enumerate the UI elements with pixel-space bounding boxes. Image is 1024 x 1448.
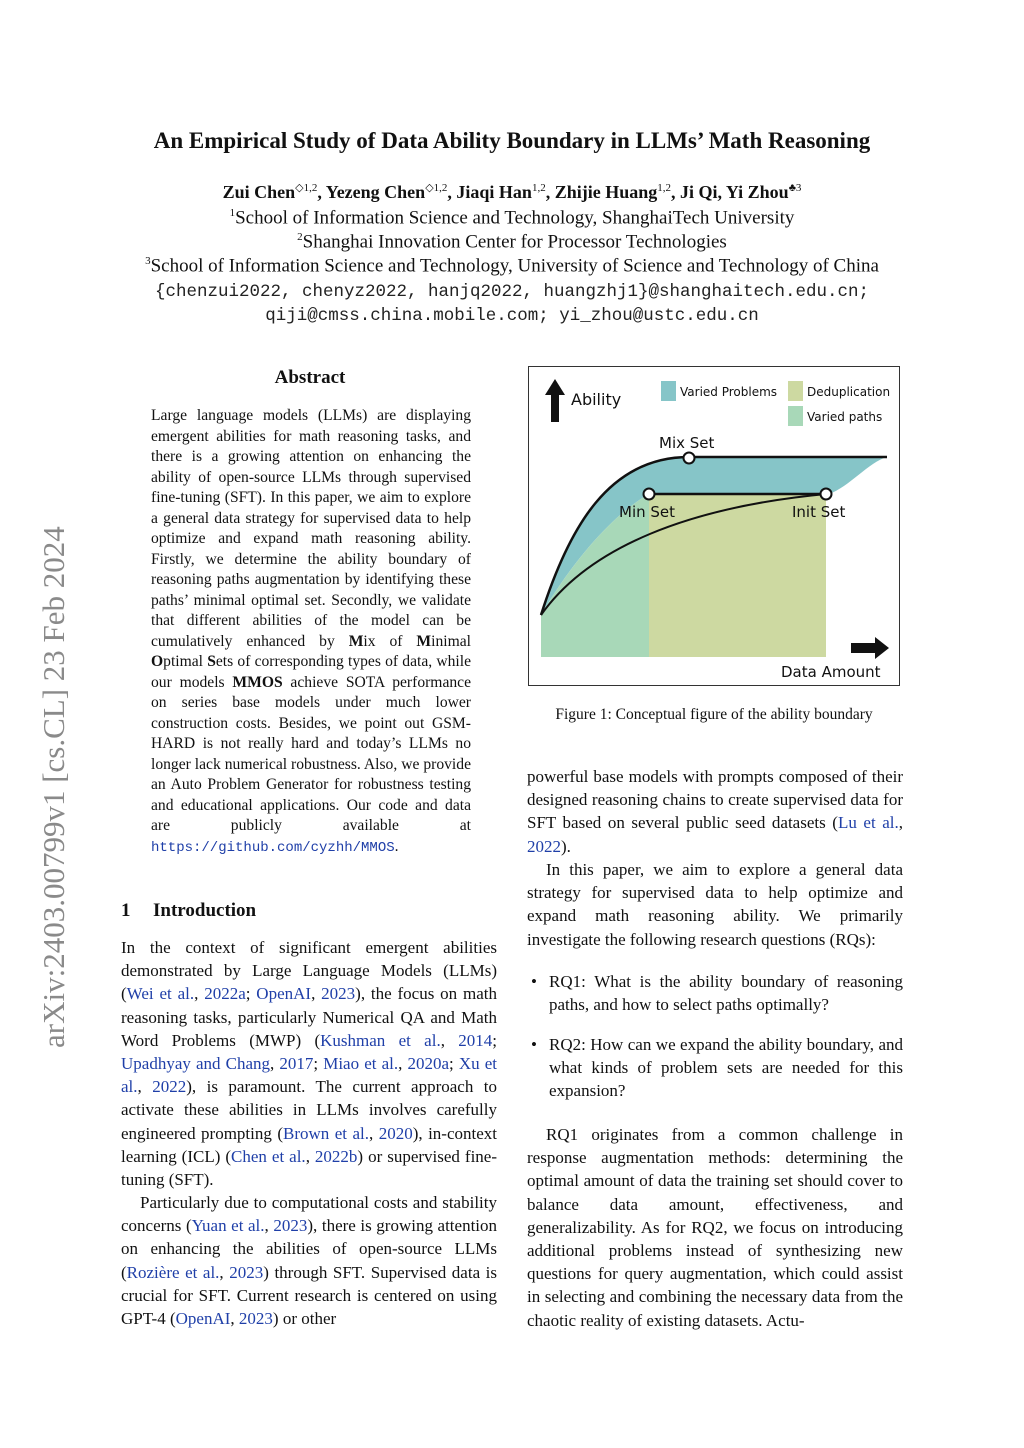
intro-paragraph-1: In the context of significant emergent abilities demonstrated by Large Language Models (LLMs) (Wei et al., 2022a; OpenAI, 2023), the focus on math reasoning tasks, particularly Numerical QA and Math Word Problems (MWP) (Kushman et al., 2014; Upadhyay and Chang, 2017; Miao et al., 2020a; Xu et al., 2022), is paramount. The current approach to activate these abilities in LLMs involves carefully engineered prompting (Brown et al., 2020), in-context learning (ICL) (Chen et al., 2022b) or supervised fine-tuning (SFT). <box>121 938 498 1190</box>
citation-link[interactable]: Miao et al. <box>323 1054 399 1074</box>
citation-link[interactable]: Upadhyay and Chang <box>121 1054 271 1074</box>
author: Yi Zhou$^{♣3}$ <box>725 182 802 202</box>
bullet-icon: • <box>531 1035 537 1054</box>
citation-link[interactable]: 2023 <box>229 1262 264 1282</box>
paper-title: An Empirical Study of Data Ability Boundary in LLMs’ Math Reasoning <box>153 128 871 153</box>
section-heading: 1 Introduction <box>121 900 257 921</box>
legend-swatch-varied-problems <box>661 381 676 401</box>
affiliation-2: $^2$Shanghai Innovation Center for Processor Technologies <box>297 231 727 253</box>
intro-paragraph-5: RQ1 originates from a common challenge in response augmentation methods: determining the optimal amount of data the training set should cover to balance data amount, effectiveness, and generalizability. As for RQ2, we focus on introducing additional problems instead of synthesizing new questions for query augmentation, which could assist in selecting and combining the necessary data from the chaotic reality of existing datasets. Actu- <box>527 1125 903 1330</box>
author: Jiaqi Han$^{1,2}$, <box>456 182 555 202</box>
citation-link[interactable]: 2022b <box>314 1146 358 1166</box>
author: Yezeng Chen$^{◇1,2}$, <box>325 182 457 202</box>
author: Ji Qi, <box>679 182 726 202</box>
citation-link[interactable]: 2023 <box>321 984 356 1004</box>
point-label-min-set: Min Set <box>619 503 676 521</box>
abstract-body: Large language models (LLMs) are displaying emergent abilities for math reasoning tasks, and there is a growing attention on enhancing the ability of open-source LLMs through supervised fine-tuning (SFT). In this paper, we aim to explore a general data strategy for supervised data to help optimize and expand math reasoning ability. Firstly, we determine the ability boundary of reasoning paths augmentation by identifying these paths’ minimal optimal set. Secondly, we validate that different abilities of the model can be cumulatively enhanced by Mix of Minimal Optimal Sets of corresponding types of data, while our models MMOS achieve SOTA performance on series base models under much lower construction costs. Besides, we point out GSM-HARD is not really hard and today’s LLMs no longer lack numerical robustness. Also, we provide an Auto Problem Generator for robustness testing and educational applications. Our code and data are publicly available at https://github.com/cyzhh/MMOS. <box>151 407 472 856</box>
init-set-point <box>821 489 832 500</box>
bullet-icon: • <box>531 972 537 991</box>
citation-link[interactable]: OpenAI <box>256 984 312 1004</box>
point-label-mix-set: Mix Set <box>659 434 715 452</box>
min-set-point <box>644 489 655 500</box>
citation-link[interactable]: 2023 <box>273 1216 308 1236</box>
x-axis-label: Data Amount <box>781 663 881 681</box>
point-label-init-set: Init Set <box>792 503 846 521</box>
citation-link[interactable]: 2020a <box>407 1054 450 1074</box>
legend-label-deduplication: Deduplication <box>807 385 891 399</box>
figure-caption: Figure 1: Conceptual figure of the ability boundary <box>555 706 873 723</box>
citation-link[interactable]: 2017 <box>279 1054 314 1074</box>
legend-swatch-deduplication <box>788 381 803 401</box>
email-line-2: qiji@cmss.china.mobile.com; yi_zhou@ustc.edu.cn <box>265 306 759 326</box>
citation-link[interactable]: OpenAI <box>175 1309 231 1329</box>
figure-1 <box>528 366 900 686</box>
citation-link[interactable]: 2020 <box>378 1123 413 1143</box>
citation-link[interactable]: Xu et al. <box>121 1054 498 1097</box>
arrow-up-icon <box>545 379 565 422</box>
citation-link[interactable]: 2022 <box>152 1077 187 1097</box>
author-list <box>0 181 1024 203</box>
ability-boundary-diagram <box>529 367 898 684</box>
citation-link[interactable]: 2014 <box>458 1030 493 1050</box>
author: Zhijie Huang$^{1,2}$, <box>554 182 680 202</box>
affiliation-1: $^1$School of Information Science and Technology, ShanghaiTech University <box>229 207 795 229</box>
intro-paragraph-3: powerful base models with prompts composed of their designed reasoning chains to create supervised data for SFT based on several public seed datasets (Lu et al., 2022). <box>527 767 903 856</box>
list-item: • RQ1: What is the ability boundary of reasoning paths, and how to select paths optimally? <box>531 972 903 1015</box>
y-axis-label: Ability <box>571 390 622 409</box>
legend-swatch-varied-paths <box>788 406 803 426</box>
legend-label-varied-paths: Varied paths <box>807 410 883 424</box>
arxiv-side-stamp: arXiv:2403.00799v1 [cs.CL] 23 Feb 2024 <box>36 526 71 1048</box>
citation-link[interactable]: 2022 <box>527 836 561 856</box>
citation-link[interactable]: Chen et al. <box>231 1146 306 1166</box>
citation-link[interactable]: Lu et al. <box>837 813 899 833</box>
citation-link[interactable]: Kushman et al. <box>320 1030 441 1050</box>
code-link[interactable]: https://github.com/cyzhh/MMOS <box>151 839 395 856</box>
intro-paragraph-4: In this paper, we aim to explore a general data strategy for supervised data to help optimize and expand math reasoning ability. We primarily investigate the following research questions (RQs): <box>527 860 903 949</box>
citation-link[interactable]: 2022a <box>204 984 246 1004</box>
citation-link[interactable]: Rozière et al. <box>126 1262 220 1282</box>
intro-paragraph-2: Particularly due to computational costs and stability concerns (Yuan et al., 2023), there is growing attention on enhancing the abilities of open-source LLMs (Rozière et al., 2023) through SFT. Supervised data is crucial for SFT. Current research is centered on using GPT-4 (OpenAI, 2023) or other <box>121 1193 498 1329</box>
mix-set-point <box>684 453 695 464</box>
citation-link[interactable]: Brown et al. <box>282 1123 369 1143</box>
legend-label-varied-problems: Varied Problems <box>680 385 778 399</box>
citation-link[interactable]: 2023 <box>238 1309 273 1329</box>
affiliation-3: $^3$School of Information Science and Technology, University of Science and Technology of China <box>145 255 879 277</box>
citation-link[interactable]: Wei et al. <box>126 984 195 1004</box>
author: Zui Chen$^{◇1,2}$, <box>222 182 326 202</box>
abstract-heading: Abstract <box>274 367 346 388</box>
citation-link[interactable]: Yuan et al. <box>191 1216 265 1236</box>
arrow-right-icon <box>851 637 889 659</box>
list-item: • RQ2: How can we expand the ability boundary, and what kinds of problem sets are needed for this expansion? <box>531 1035 903 1101</box>
email-line-1: {chenzui2022, chenyz2022, hanjq2022, huangzhj1}@shanghaitech.edu.cn; <box>154 282 870 302</box>
